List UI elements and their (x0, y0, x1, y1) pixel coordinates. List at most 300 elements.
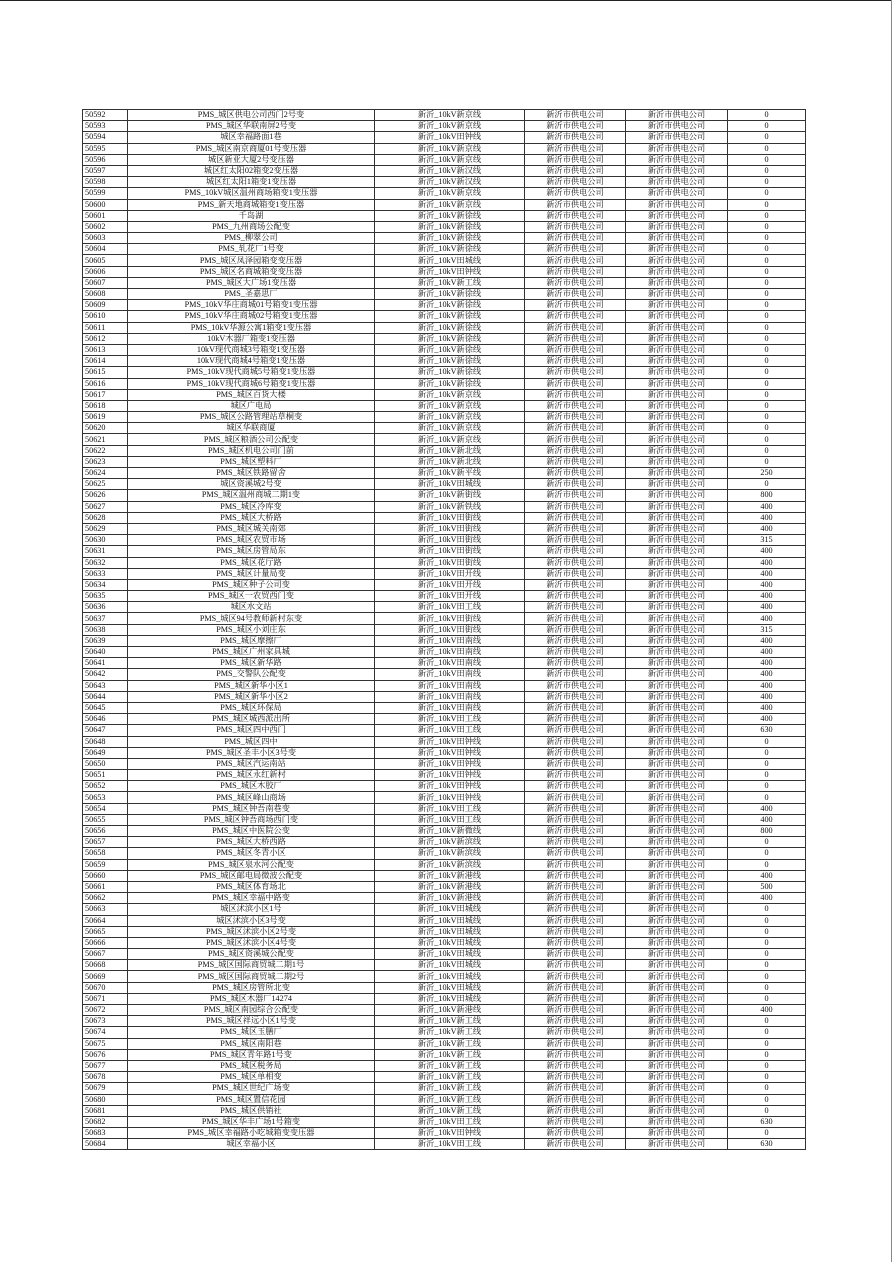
transformer-name-cell: PMS_城区幸福中路变 (128, 893, 375, 904)
table-row (83, 680, 806, 691)
management-company-cell: 新沂市供电公司 (626, 1060, 728, 1071)
capacity-value-cell: 400 (728, 814, 806, 825)
capacity-value-cell: 0 (728, 210, 806, 221)
management-company-cell: 新沂市供电公司 (626, 356, 728, 367)
feeder-line-cell: 新沂_10kV新工线 (375, 1049, 525, 1060)
management-company-cell: 新沂市供电公司 (626, 1049, 728, 1060)
transformer-name-cell: PMS_城区种子公司变 (128, 579, 375, 590)
feeder-line-cell: 新沂_10kV新工线 (375, 1027, 525, 1038)
supply-company-cell: 新沂市供电公司 (525, 680, 626, 691)
feeder-line-cell: 新沂_10kV田街线 (375, 613, 525, 624)
table-row (83, 523, 806, 534)
feeder-line-cell: 新沂_10kV田南线 (375, 691, 525, 702)
capacity-value-cell: 0 (728, 143, 806, 154)
transformer-name-cell: PMS_城区环保局 (128, 702, 375, 713)
supply-company-cell: 新沂市供电公司 (525, 445, 626, 456)
capacity-value-cell: 400 (728, 658, 806, 669)
capacity-value-cell: 0 (728, 747, 806, 758)
management-company-cell: 新沂市供电公司 (626, 669, 728, 680)
row-id-cell: 50654 (83, 803, 128, 814)
supply-company-cell: 新沂市供电公司 (525, 277, 626, 288)
row-id-cell: 50634 (83, 579, 128, 590)
table-row (83, 121, 806, 132)
row-id-cell: 50675 (83, 1038, 128, 1049)
management-company-cell: 新沂市供电公司 (626, 1072, 728, 1083)
transformer-name-cell: PMS_10kV华庄商城02号箱变1变压器 (128, 311, 375, 322)
management-company-cell: 新沂市供电公司 (626, 792, 728, 803)
table-row (83, 255, 806, 266)
feeder-line-cell: 新沂_10kV田钟线 (375, 132, 525, 143)
feeder-line-cell: 新沂_10kV新徐线 (375, 210, 525, 221)
row-id-cell: 50681 (83, 1105, 128, 1116)
feeder-line-cell: 新沂_10kV新工线 (375, 1060, 525, 1071)
capacity-value-cell: 0 (728, 1016, 806, 1027)
row-id-cell: 50603 (83, 233, 128, 244)
capacity-value-cell: 0 (728, 915, 806, 926)
feeder-line-cell: 新沂_10kV新工线 (375, 277, 525, 288)
supply-company-cell: 新沂市供电公司 (525, 1072, 626, 1083)
feeder-line-cell: 新沂_10kV新汉线 (375, 177, 525, 188)
feeder-line-cell: 新沂_10kV新京线 (375, 199, 525, 210)
capacity-value-cell: 250 (728, 468, 806, 479)
capacity-value-cell: 0 (728, 244, 806, 255)
row-id-cell: 50604 (83, 244, 128, 255)
feeder-line-cell: 新沂_10kV田开线 (375, 591, 525, 602)
feeder-line-cell: 新沂_10kV新北线 (375, 456, 525, 467)
table-row (83, 814, 806, 825)
management-company-cell: 新沂市供电公司 (626, 468, 728, 479)
capacity-value-cell: 400 (728, 546, 806, 557)
supply-company-cell: 新沂市供电公司 (525, 221, 626, 232)
feeder-line-cell: 新沂_10kV田南线 (375, 658, 525, 669)
table-row (83, 658, 806, 669)
management-company-cell: 新沂市供电公司 (626, 165, 728, 176)
transformer-name-cell: PMS_城区凤泽园箱变变压器 (128, 255, 375, 266)
supply-company-cell: 新沂市供电公司 (525, 881, 626, 892)
supply-company-cell: 新沂市供电公司 (525, 1105, 626, 1116)
transformer-name-cell: PMS_10kV华庄商城01号箱变1变压器 (128, 300, 375, 311)
table-row (83, 389, 806, 400)
row-id-cell: 50605 (83, 255, 128, 266)
supply-company-cell: 新沂市供电公司 (525, 490, 626, 501)
supply-company-cell: 新沂市供电公司 (525, 725, 626, 736)
supply-company-cell: 新沂市供电公司 (525, 747, 626, 758)
row-id-cell: 50658 (83, 848, 128, 859)
transformer-name-cell: PMS_城区南京商厦01号变压器 (128, 143, 375, 154)
management-company-cell: 新沂市供电公司 (626, 311, 728, 322)
row-id-cell: 50674 (83, 1027, 128, 1038)
supply-company-cell: 新沂市供电公司 (525, 344, 626, 355)
capacity-value-cell: 0 (728, 233, 806, 244)
management-company-cell: 新沂市供电公司 (626, 1094, 728, 1105)
capacity-value-cell: 0 (728, 356, 806, 367)
capacity-value-cell: 0 (728, 333, 806, 344)
capacity-value-cell: 800 (728, 490, 806, 501)
transformer-name-cell: PMS_城区四中 (128, 736, 375, 747)
management-company-cell: 新沂市供电公司 (626, 770, 728, 781)
table-row (83, 624, 806, 635)
row-id-cell: 50655 (83, 814, 128, 825)
table-row (83, 1027, 806, 1038)
capacity-value-cell: 0 (728, 277, 806, 288)
management-company-cell: 新沂市供电公司 (626, 579, 728, 590)
management-company-cell: 新沂市供电公司 (626, 199, 728, 210)
row-id-cell: 50596 (83, 154, 128, 165)
supply-company-cell: 新沂市供电公司 (525, 523, 626, 534)
feeder-line-cell: 新沂_10kV田街线 (375, 512, 525, 523)
management-company-cell: 新沂市供电公司 (626, 121, 728, 132)
supply-company-cell: 新沂市供电公司 (525, 982, 626, 993)
row-id-cell: 50620 (83, 423, 128, 434)
table-row (83, 266, 806, 277)
transformer-name-cell: PMS_九州商场公配变 (128, 221, 375, 232)
transformer-name-cell: PMS_城区大广场1变压器 (128, 277, 375, 288)
supply-company-cell: 新沂市供电公司 (525, 535, 626, 546)
feeder-line-cell: 新沂_10kV新港线 (375, 870, 525, 881)
feeder-line-cell: 新沂_10kV田城线 (375, 971, 525, 982)
supply-company-cell: 新沂市供电公司 (525, 803, 626, 814)
supply-company-cell: 新沂市供电公司 (525, 647, 626, 658)
feeder-line-cell: 新沂_10kV田钟线 (375, 770, 525, 781)
management-company-cell: 新沂市供电公司 (626, 546, 728, 557)
capacity-value-cell: 0 (728, 1027, 806, 1038)
row-id-cell: 50601 (83, 210, 128, 221)
supply-company-cell: 新沂市供电公司 (525, 244, 626, 255)
row-id-cell: 50609 (83, 300, 128, 311)
transformer-name-cell: PMS_城区广州家具城 (128, 647, 375, 658)
feeder-line-cell: 新沂_10kV田开线 (375, 579, 525, 590)
row-id-cell: 50622 (83, 445, 128, 456)
transformer-name-cell: PMS_10kV现代商城6号箱变1变压器 (128, 378, 375, 389)
management-company-cell: 新沂市供电公司 (626, 702, 728, 713)
feeder-line-cell: 新沂_10kV田城线 (375, 937, 525, 948)
capacity-value-cell: 400 (728, 893, 806, 904)
supply-company-cell: 新沂市供电公司 (525, 613, 626, 624)
row-id-cell: 50683 (83, 1128, 128, 1139)
management-company-cell: 新沂市供电公司 (626, 691, 728, 702)
feeder-line-cell: 新沂_10kV田城线 (375, 993, 525, 1004)
feeder-line-cell: 新沂_10kV田工线 (375, 1139, 525, 1150)
table-row (83, 859, 806, 870)
table-row (83, 356, 806, 367)
management-company-cell: 新沂市供电公司 (626, 568, 728, 579)
feeder-line-cell: 新沂_10kV新京线 (375, 154, 525, 165)
capacity-value-cell: 400 (728, 635, 806, 646)
feeder-line-cell: 新沂_10kV田钟线 (375, 792, 525, 803)
management-company-cell: 新沂市供电公司 (626, 1027, 728, 1038)
management-company-cell: 新沂市供电公司 (626, 904, 728, 915)
capacity-value-cell: 0 (728, 1128, 806, 1139)
table-row (83, 1060, 806, 1071)
management-company-cell: 新沂市供电公司 (626, 322, 728, 333)
row-id-cell: 50618 (83, 400, 128, 411)
capacity-value-cell: 400 (728, 591, 806, 602)
feeder-line-cell: 新沂_10kV新微线 (375, 826, 525, 837)
transformer-name-cell: PMS_城区峰山商场 (128, 792, 375, 803)
table-row (83, 110, 806, 121)
table-row (83, 244, 806, 255)
capacity-value-cell: 0 (728, 456, 806, 467)
feeder-line-cell: 新沂_10kV新徐线 (375, 244, 525, 255)
supply-company-cell: 新沂市供电公司 (525, 814, 626, 825)
transformer-name-cell: PMS_城区体育场北 (128, 881, 375, 892)
table-row (83, 1072, 806, 1083)
row-id-cell: 50641 (83, 658, 128, 669)
table-row (83, 1038, 806, 1049)
capacity-value-cell: 400 (728, 568, 806, 579)
transformer-name-cell: PMS_10kV华源公寓1箱变1变压器 (128, 322, 375, 333)
supply-company-cell: 新沂市供电公司 (525, 300, 626, 311)
transformer-name-cell: PMS_城区泉水河公配变 (128, 859, 375, 870)
row-id-cell: 50668 (83, 960, 128, 971)
management-company-cell: 新沂市供电公司 (626, 456, 728, 467)
transformer-name-cell: PMS_柳翠公司 (128, 233, 375, 244)
capacity-value-cell: 0 (728, 736, 806, 747)
supply-company-cell: 新沂市供电公司 (525, 770, 626, 781)
transformer-name-cell: PMS_城区一农贸西门变 (128, 591, 375, 602)
feeder-line-cell: 新沂_10kV田工线 (375, 1116, 525, 1127)
management-company-cell: 新沂市供电公司 (626, 300, 728, 311)
management-company-cell: 新沂市供电公司 (626, 389, 728, 400)
table-row (83, 557, 806, 568)
table-row (83, 535, 806, 546)
capacity-value-cell: 0 (728, 255, 806, 266)
feeder-line-cell: 新沂_10kV田城线 (375, 915, 525, 926)
capacity-value-cell: 0 (728, 758, 806, 769)
capacity-value-cell: 0 (728, 781, 806, 792)
row-id-cell: 50635 (83, 591, 128, 602)
management-company-cell: 新沂市供电公司 (626, 423, 728, 434)
row-id-cell: 50651 (83, 770, 128, 781)
supply-company-cell: 新沂市供电公司 (525, 400, 626, 411)
table-row (83, 188, 806, 199)
capacity-value-cell: 0 (728, 770, 806, 781)
feeder-line-cell: 新沂_10kV新徐线 (375, 333, 525, 344)
transformer-name-cell: PMS_城区城西派出所 (128, 714, 375, 725)
feeder-line-cell: 新沂_10kV田工线 (375, 803, 525, 814)
management-company-cell: 新沂市供电公司 (626, 557, 728, 568)
feeder-line-cell: 新沂_10kV新港线 (375, 1005, 525, 1016)
transformer-name-cell: PMS_轧花厂1号变 (128, 244, 375, 255)
table-row (83, 378, 806, 389)
capacity-value-cell: 0 (728, 121, 806, 132)
feeder-line-cell: 新沂_10kV新京线 (375, 434, 525, 445)
table-row (83, 568, 806, 579)
supply-company-cell: 新沂市供电公司 (525, 893, 626, 904)
management-company-cell: 新沂市供电公司 (626, 266, 728, 277)
transformer-name-cell: PMS_城区幸福路小吃城箱变变压器 (128, 1128, 375, 1139)
supply-company-cell: 新沂市供电公司 (525, 199, 626, 210)
transformer-name-cell: PMS_城区木胶厂 (128, 781, 375, 792)
transformer-name-cell: 城区红太阳1箱变1变压器 (128, 177, 375, 188)
row-id-cell: 50614 (83, 356, 128, 367)
table-row (83, 826, 806, 837)
supply-company-cell: 新沂市供电公司 (525, 736, 626, 747)
management-company-cell: 新沂市供电公司 (626, 658, 728, 669)
transformer-name-cell: PMS_城区南阳巷 (128, 1038, 375, 1049)
table-row (83, 803, 806, 814)
row-id-cell: 50599 (83, 188, 128, 199)
table-row (83, 1116, 806, 1127)
management-company-cell: 新沂市供电公司 (626, 412, 728, 423)
row-id-cell: 50678 (83, 1072, 128, 1083)
capacity-value-cell: 0 (728, 289, 806, 300)
capacity-value-cell: 0 (728, 937, 806, 948)
management-company-cell: 新沂市供电公司 (626, 1016, 728, 1027)
transformer-name-cell: 城区沭滨小区3号变 (128, 915, 375, 926)
transformer-name-cell: PMS_城区冬青小区 (128, 848, 375, 859)
feeder-line-cell: 新沂_10kV田钟线 (375, 758, 525, 769)
table-row (83, 221, 806, 232)
table-row (83, 233, 806, 244)
capacity-value-cell: 0 (728, 300, 806, 311)
row-id-cell: 50653 (83, 792, 128, 803)
capacity-value-cell: 0 (728, 434, 806, 445)
row-id-cell: 50610 (83, 311, 128, 322)
capacity-value-cell: 0 (728, 400, 806, 411)
management-company-cell: 新沂市供电公司 (626, 378, 728, 389)
table-row (83, 1128, 806, 1139)
table-row (83, 479, 806, 490)
row-id-cell: 50659 (83, 859, 128, 870)
capacity-value-cell: 400 (728, 669, 806, 680)
feeder-line-cell: 新沂_10kV新徐线 (375, 367, 525, 378)
management-company-cell: 新沂市供电公司 (626, 826, 728, 837)
transformer-name-cell: PMS_城区中医院公变 (128, 826, 375, 837)
table-row (83, 613, 806, 624)
row-id-cell: 50627 (83, 501, 128, 512)
table-row (83, 210, 806, 221)
feeder-line-cell: 新沂_10kV田街线 (375, 557, 525, 568)
feeder-line-cell: 新沂_10kV新京线 (375, 188, 525, 199)
feeder-line-cell: 新沂_10kV田钟线 (375, 781, 525, 792)
row-id-cell: 50682 (83, 1116, 128, 1127)
supply-company-cell: 新沂市供电公司 (525, 859, 626, 870)
management-company-cell: 新沂市供电公司 (626, 725, 728, 736)
feeder-line-cell: 新沂_10kV田工线 (375, 725, 525, 736)
capacity-value-cell: 0 (728, 926, 806, 937)
row-id-cell: 50623 (83, 456, 128, 467)
capacity-value-cell: 0 (728, 311, 806, 322)
transformer-name-cell: PMS_城区摩擦厂 (128, 635, 375, 646)
row-id-cell: 50611 (83, 322, 128, 333)
supply-company-cell: 新沂市供电公司 (525, 1116, 626, 1127)
feeder-line-cell: 新沂_10kV新京线 (375, 400, 525, 411)
management-company-cell: 新沂市供电公司 (626, 747, 728, 758)
management-company-cell: 新沂市供电公司 (626, 233, 728, 244)
capacity-value-cell: 400 (728, 702, 806, 713)
capacity-value-cell: 0 (728, 177, 806, 188)
row-id-cell: 50629 (83, 523, 128, 534)
row-id-cell: 50666 (83, 937, 128, 948)
capacity-value-cell: 0 (728, 110, 806, 121)
table-row (83, 893, 806, 904)
table-row (83, 747, 806, 758)
feeder-line-cell: 新沂_10kV新徐线 (375, 289, 525, 300)
capacity-value-cell: 400 (728, 1005, 806, 1016)
feeder-line-cell: 新沂_10kV田城线 (375, 479, 525, 490)
capacity-value-cell: 400 (728, 714, 806, 725)
transformer-name-cell: PMS_城区温州商城二期1变 (128, 490, 375, 501)
feeder-line-cell: 新沂_10kV新街线 (375, 490, 525, 501)
feeder-line-cell: 新沂_10kV新铁线 (375, 501, 525, 512)
management-company-cell: 新沂市供电公司 (626, 1083, 728, 1094)
capacity-value-cell: 0 (728, 859, 806, 870)
capacity-value-cell: 0 (728, 1083, 806, 1094)
feeder-line-cell: 新沂_10kV新工线 (375, 1083, 525, 1094)
management-company-cell: 新沂市供电公司 (626, 110, 728, 121)
transformer-name-cell: PMS_城区房管所北变 (128, 982, 375, 993)
management-company-cell: 新沂市供电公司 (626, 602, 728, 613)
supply-company-cell: 新沂市供电公司 (525, 378, 626, 389)
transformer-name-cell: PMS_城区房管局东 (128, 546, 375, 557)
feeder-line-cell: 新沂_10kV田钟线 (375, 266, 525, 277)
row-id-cell: 50671 (83, 993, 128, 1004)
supply-company-cell: 新沂市供电公司 (525, 971, 626, 982)
row-id-cell: 50670 (83, 982, 128, 993)
management-company-cell: 新沂市供电公司 (626, 624, 728, 635)
capacity-value-cell: 400 (728, 512, 806, 523)
transformer-name-cell: PMS_城区计量局变 (128, 568, 375, 579)
feeder-line-cell: 新沂_10kV田街线 (375, 546, 525, 557)
supply-company-cell: 新沂市供电公司 (525, 926, 626, 937)
transformer-name-cell: PMS_城区大桥西路 (128, 837, 375, 848)
table-row (83, 445, 806, 456)
supply-company-cell: 新沂市供电公司 (525, 1027, 626, 1038)
table-row (83, 971, 806, 982)
supply-company-cell: 新沂市供电公司 (525, 781, 626, 792)
feeder-line-cell: 新沂_10kV新汉线 (375, 165, 525, 176)
table-row (83, 154, 806, 165)
table-row (83, 468, 806, 479)
row-id-cell: 50595 (83, 143, 128, 154)
feeder-line-cell: 新沂_10kV田城线 (375, 926, 525, 937)
table-row (83, 714, 806, 725)
supply-company-cell: 新沂市供电公司 (525, 1005, 626, 1016)
feeder-line-cell: 新沂_10kV田钟线 (375, 1128, 525, 1139)
feeder-line-cell: 新沂_10kV田城线 (375, 982, 525, 993)
feeder-line-cell: 新沂_10kV新港线 (375, 893, 525, 904)
transformer-name-cell: 城区幸福小区 (128, 1139, 375, 1150)
row-id-cell: 50619 (83, 412, 128, 423)
capacity-value-cell: 0 (728, 445, 806, 456)
row-id-cell: 50633 (83, 568, 128, 579)
supply-company-cell: 新沂市供电公司 (525, 904, 626, 915)
table-row (83, 579, 806, 590)
transformer-name-cell: PMS_城区粮酒公司公配变 (128, 434, 375, 445)
supply-company-cell: 新沂市供电公司 (525, 848, 626, 859)
transformer-name-cell: 10kV现代商城4号箱变1变压器 (128, 356, 375, 367)
feeder-line-cell: 新沂_10kV新平线 (375, 468, 525, 479)
feeder-line-cell: 新沂_10kV田城线 (375, 949, 525, 960)
row-id-cell: 50663 (83, 904, 128, 915)
table-row (83, 333, 806, 344)
table-row (83, 1016, 806, 1027)
capacity-value-cell: 400 (728, 803, 806, 814)
capacity-value-cell: 0 (728, 993, 806, 1004)
table-row (83, 837, 806, 848)
supply-company-cell: 新沂市供电公司 (525, 624, 626, 635)
table-row (83, 132, 806, 143)
row-id-cell: 50680 (83, 1094, 128, 1105)
table-row (83, 702, 806, 713)
feeder-line-cell: 新沂_10kV田城线 (375, 904, 525, 915)
row-id-cell: 50679 (83, 1083, 128, 1094)
row-id-cell: 50593 (83, 121, 128, 132)
transformer-name-cell: PMS_城区华丰广场1号箱变 (128, 1116, 375, 1127)
table-row (83, 691, 806, 702)
capacity-value-cell: 400 (728, 523, 806, 534)
